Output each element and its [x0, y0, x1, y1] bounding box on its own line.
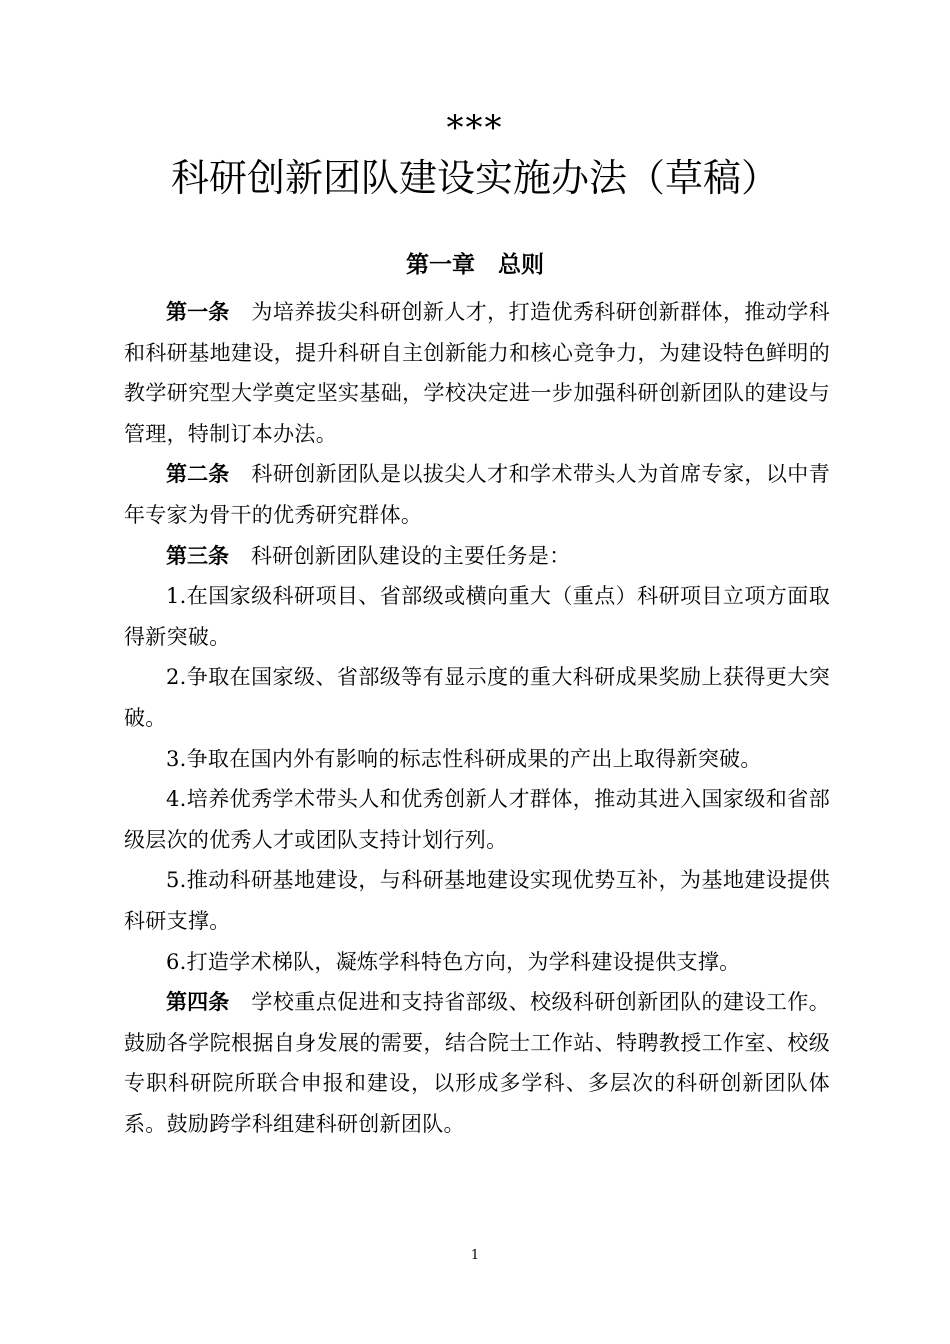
document-title: 科研创新团队建设实施办法（草稿） — [170, 156, 779, 200]
article-text: 科研创新团队是以拔尖人才和学术带头人为首席专家，以中青年专家为骨干的优秀研究群体。 — [124, 462, 830, 527]
chapter-heading: 第一章 总则 — [406, 252, 544, 278]
article-text: 为培养拔尖科研创新人才，打造优秀科研创新群体，推动学科和科研基地建设，提升科研自主创新能力和核心竞争力，为建设特色鲜明的教学研究型大学奠定坚实基础，学校决定进一步加强科研创新团队的建设与管理，特制订本办法。 — [124, 300, 830, 446]
task-item-5: 5.推动科研基地建设，与科研基地建设实现优势互补，为基地建设提供科研支撑。 — [124, 868, 830, 933]
article-text: 科研创新团队建设的主要任务是： — [251, 543, 571, 568]
article-3 — [124, 536, 830, 577]
header-stars: *** — [446, 108, 504, 148]
article-2 — [124, 454, 830, 535]
task-item-1: 1.在国家级科研项目、省部级或横向重大（重点）科研项目立项方面取得新突破。 — [124, 584, 830, 649]
article-label: 第四条 — [166, 990, 230, 1015]
task-item-2: 2.争取在国家级、省部级等有显示度的重大科研成果奖励上获得更大突破。 — [124, 665, 830, 730]
article-label: 第一条 — [166, 300, 230, 324]
task-item-6: 6.打造学术梯队，凝炼学科特色方向，为学科建设提供支撑。 — [166, 949, 741, 974]
article-1 — [124, 292, 830, 454]
article-4 — [124, 982, 830, 1144]
task-item-4: 4.培养优秀学术带头人和优秀创新人才群体，推动其进入国家级和省部级层次的优秀人才或团队支持计划行列。 — [124, 787, 830, 852]
page-number: 1 — [470, 1248, 480, 1263]
document-body — [124, 292, 830, 1144]
task-item-3: 3.争取在国内外有影响的标志性科研成果的产出上取得新突破。 — [166, 746, 762, 771]
article-label: 第三条 — [166, 543, 229, 568]
article-label: 第二条 — [166, 462, 230, 487]
article-text: 学校重点促进和支持省部级、校级科研创新团队的建设工作。鼓励各学院根据自身发展的需要，结合院士工作站、特聘教授工作室、校级专职科研院所联合申报和建设，以形成多学科、多层次的科研创新团队体系。鼓励跨学科组建科研创新团队。 — [124, 990, 830, 1136]
